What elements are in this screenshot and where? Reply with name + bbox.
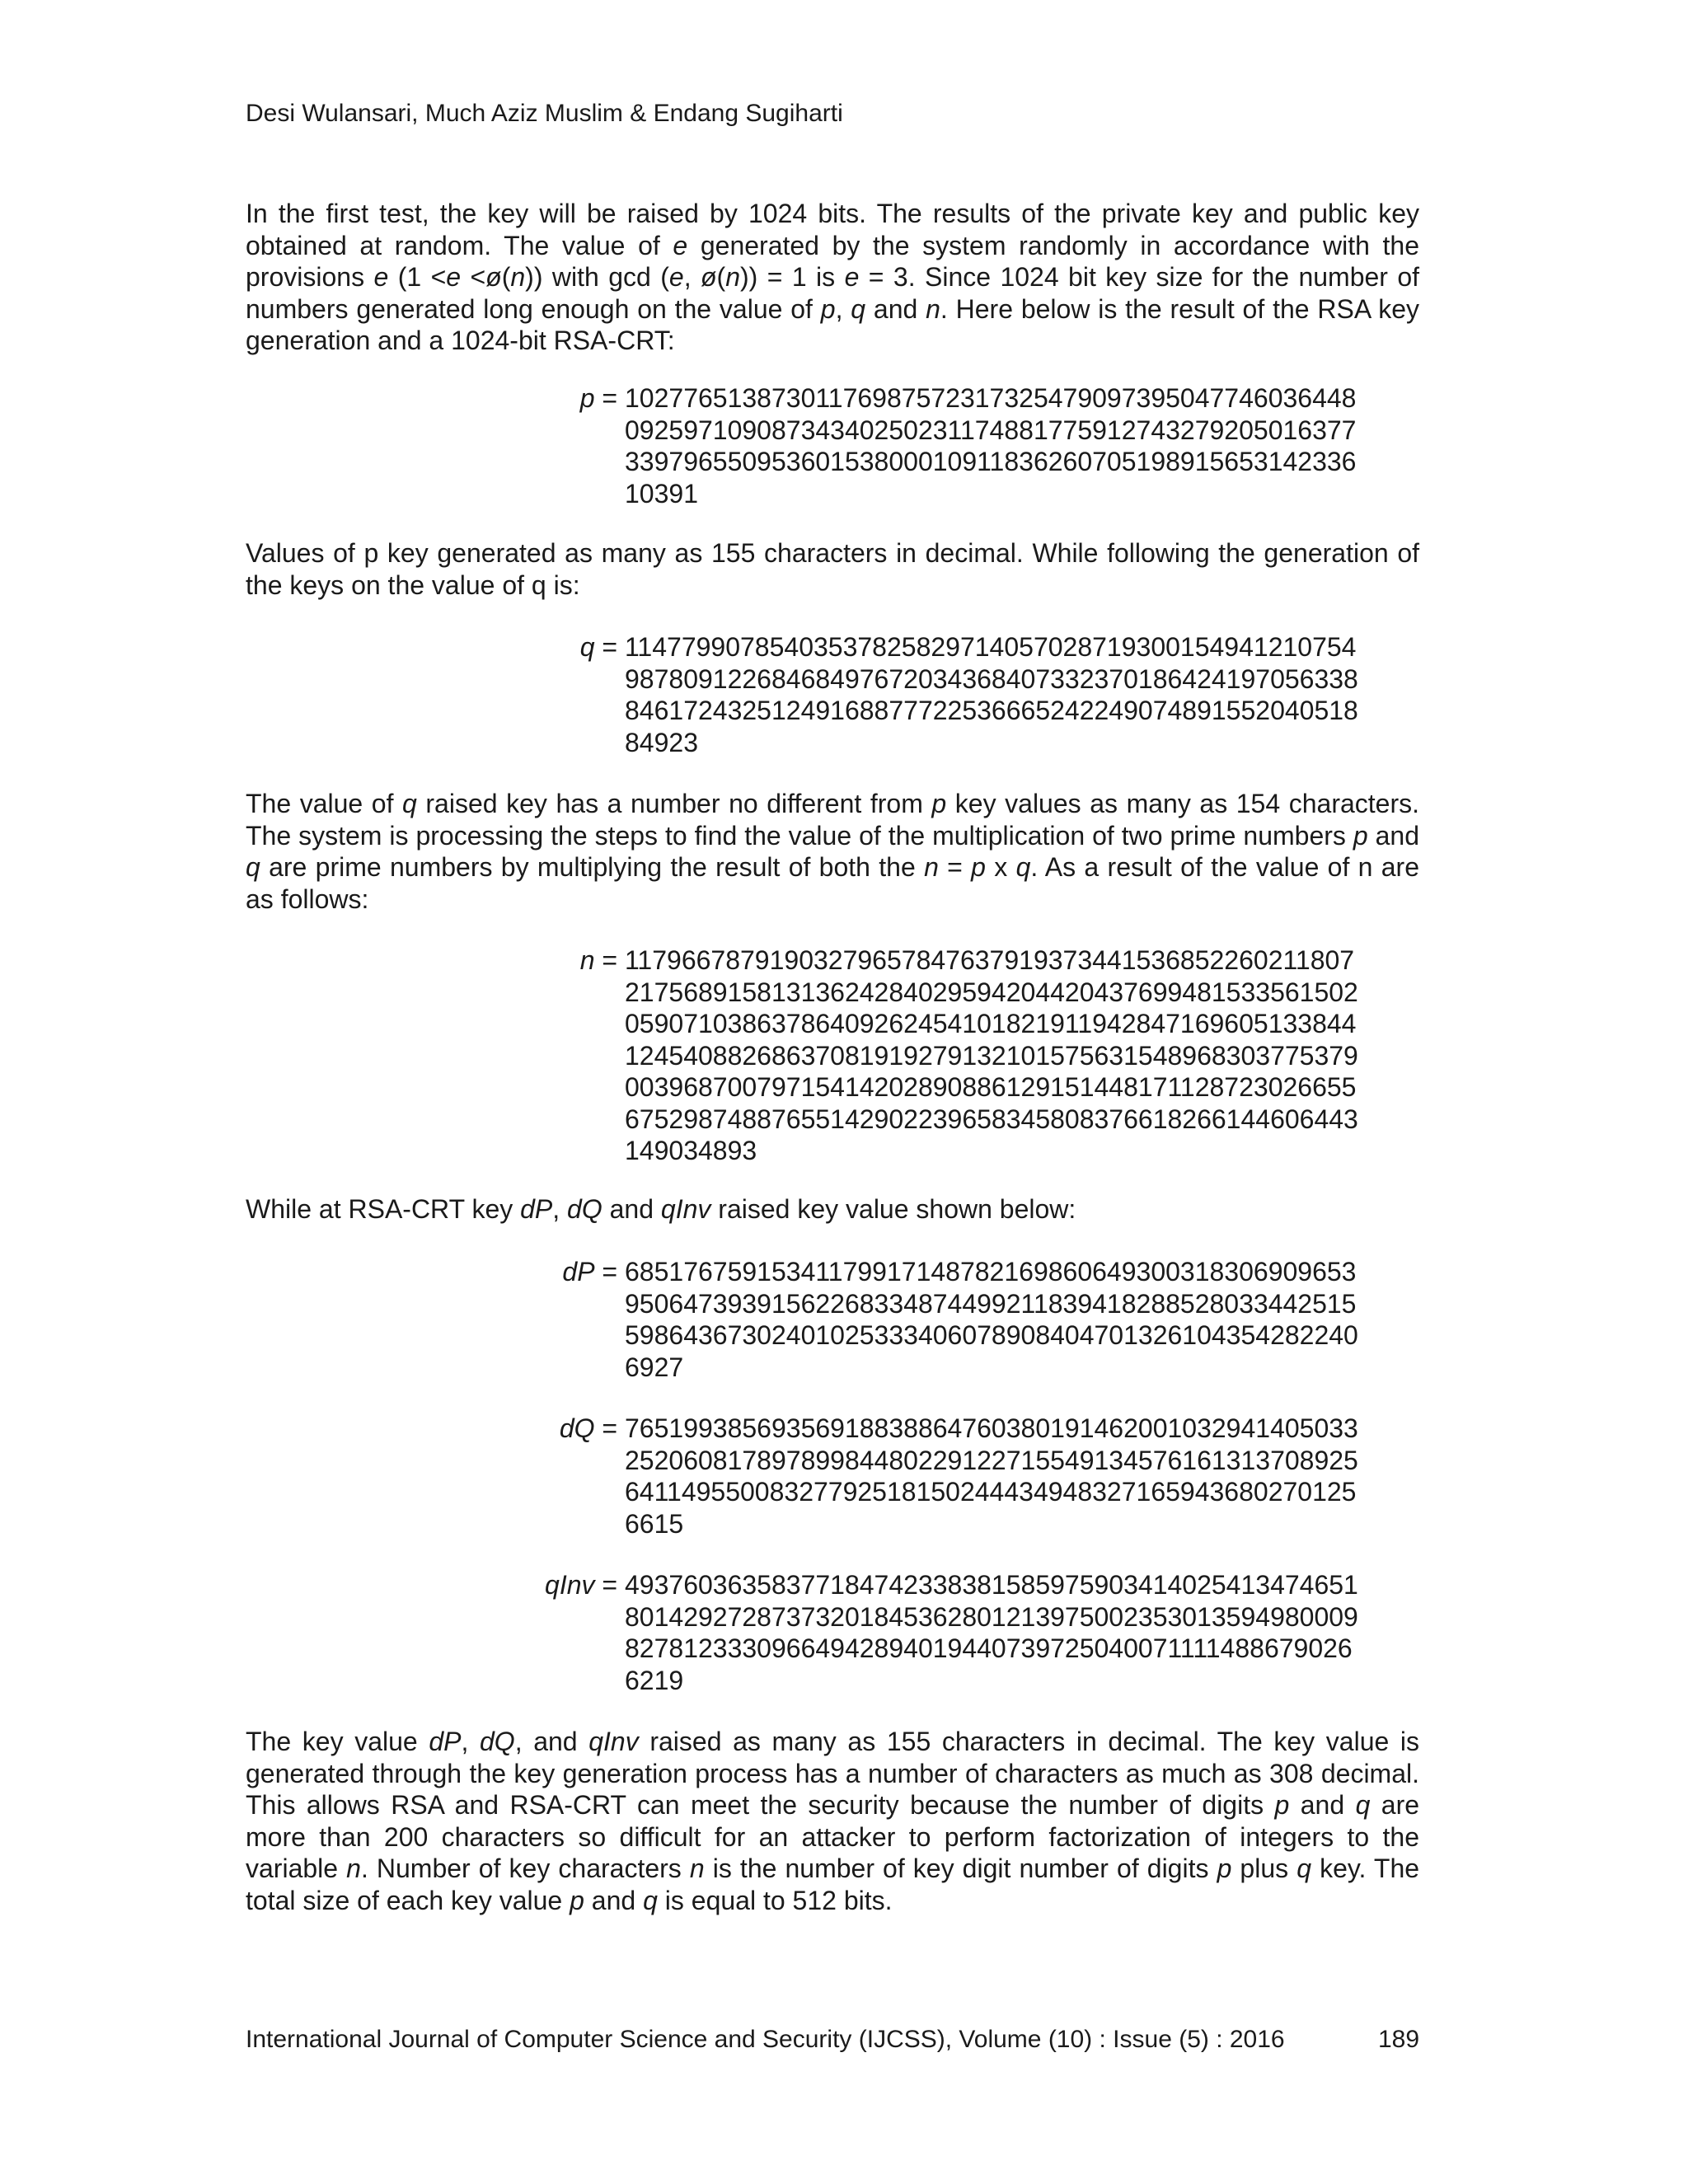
italic-term: q — [402, 789, 417, 818]
value-n — [246, 944, 1419, 1167]
running-header: Desi Wulansari, Much Aziz Muslim & Endang Sugiharti — [246, 100, 843, 127]
italic-term: p — [820, 293, 836, 324]
italic-term: p — [1353, 820, 1368, 851]
digit-line: 11796678791903279657847637919373441536852260211807 — [625, 945, 1355, 975]
italic-term: dP — [520, 1194, 553, 1224]
italic-term: q — [643, 1885, 658, 1915]
value-p — [246, 382, 1419, 509]
italic-term: p — [1217, 1854, 1232, 1883]
text-run: = — [938, 852, 972, 882]
paragraph-crt-intro — [246, 1193, 1419, 1226]
text-run: , and — [514, 1727, 589, 1756]
italic-term: dQ — [567, 1194, 603, 1224]
italic-term: ø — [485, 262, 502, 292]
text-run: are more than 200 characters so difficult for an attacker to perform factorization of integers to the variable — [246, 1790, 1420, 1883]
equals-sign: = — [594, 945, 625, 975]
digit-line: 33979655095360153800010911836260705198915653142336 — [625, 447, 1357, 476]
digit-line: 84923 — [625, 727, 698, 757]
italic-term: q — [1015, 852, 1031, 882]
text-run: (1 < — [388, 262, 447, 292]
text-run: Values of p key generated as many as 155 characters in decimal. While following the generation of the keys on the value of q is: — [246, 538, 1419, 600]
value-qInv — [246, 1569, 1419, 1696]
value-label — [580, 944, 625, 977]
equals-sign: = — [594, 383, 625, 413]
equals-sign: = — [594, 632, 625, 662]
text-run: . As a result of the value of n are as follows: — [246, 852, 1420, 914]
equals-sign: = — [594, 1257, 625, 1286]
value-label — [580, 382, 625, 415]
digit-line: 09259710908734340250231174881775912743279205016377 — [625, 415, 1357, 445]
digit-line: 00396870079715414202890886129151448171128723026655 — [625, 1072, 1357, 1102]
paragraph-p-length — [246, 537, 1419, 601]
italic-term: n — [926, 293, 940, 324]
italic-term: n — [346, 1854, 361, 1883]
text-run: , — [835, 293, 851, 324]
text-run: ( — [501, 262, 511, 292]
value-label — [562, 1256, 625, 1288]
text-run: )) with gcd ( — [525, 262, 669, 292]
italic-term: p — [931, 789, 947, 818]
text-run: In the first test, the key will be raised by 1024 bits. The results of the private key and public key obtained at random. The value of — [246, 199, 1419, 260]
text-run: and — [602, 1194, 661, 1224]
italic-term: e — [446, 262, 462, 292]
value-dP — [246, 1256, 1419, 1383]
text-run: ( — [716, 262, 726, 292]
digit-line: 25206081789789984480229122715549134576161313708925 — [625, 1445, 1358, 1475]
digit-line: 11477990785403537825829714057028719300154941210754 — [625, 632, 1357, 662]
italic-term: dQ — [480, 1727, 515, 1756]
digit-line: 82781233309664942894019440739725040071111488679026 — [625, 1633, 1353, 1663]
text-run: . Number of key characters — [360, 1854, 690, 1883]
digit-line: 67529874887655142902239658345808376618266144606443 — [625, 1104, 1358, 1134]
italic-term: p — [1274, 1790, 1290, 1820]
text-run: )) = 1 is — [740, 262, 845, 292]
digit-line: 98780912268468497672034368407332370186424197056338 — [625, 663, 1358, 694]
italic-term: qInv — [588, 1727, 639, 1756]
variable-name: n — [579, 945, 595, 975]
text-run: , — [461, 1727, 480, 1756]
italic-term: qInv — [660, 1194, 711, 1224]
digit-line: 6219 — [625, 1665, 684, 1695]
italic-term: ø — [701, 262, 717, 292]
digit-line: 10277651387301176987572317325479097395047746036448 — [625, 383, 1357, 413]
text-run: and — [865, 293, 926, 324]
variable-name: p — [579, 383, 595, 413]
text-run: is equal to 512 bits. — [657, 1885, 893, 1915]
text-run: raised key has a number no different from — [416, 789, 932, 818]
text-run: plus — [1231, 1854, 1297, 1883]
text-run: and — [1289, 1790, 1356, 1820]
digit-line: 21756891581313624284029594204420437699481533561502 — [625, 977, 1358, 1007]
italic-term: dP — [429, 1727, 462, 1756]
text-run: are prime numbers by multiplying the result of both the — [260, 852, 925, 882]
variable-name: qInv — [545, 1570, 595, 1600]
paragraph-intro — [246, 198, 1419, 357]
italic-term: e — [844, 262, 860, 292]
digit-line: 95064739391562268334874499211839418288528033442515 — [625, 1288, 1357, 1319]
digit-line: 59864367302401025333406078908404701326104354282240 — [625, 1320, 1358, 1350]
text-run: The key value — [246, 1727, 429, 1756]
page-number: 189 — [1378, 2026, 1420, 2053]
text-run: raised key value shown below: — [710, 1194, 1076, 1224]
variable-name: dP — [562, 1257, 595, 1286]
text-run: , — [683, 262, 701, 292]
paragraph-n-intro — [246, 788, 1419, 915]
digit-line: 10391 — [625, 478, 698, 509]
digit-line: 84617243251249168877722536665242249074891552040518 — [625, 696, 1358, 725]
text-run: While at RSA-CRT key — [246, 1194, 521, 1224]
footer-journal: International Journal of Computer Science and Security (IJCSS), Volume (10) : Issue (5) : 2016 — [246, 2026, 1285, 2053]
italic-term: n — [725, 262, 740, 292]
digit-line: 80142927287373201845362801213975002353013594980009 — [625, 1601, 1358, 1632]
text-run: key values as many as 154 characters. The system is processing the steps to find the value of the multiplication of two prime numbers — [246, 789, 1420, 851]
text-run: is the number of key digit number of digits — [704, 1854, 1217, 1883]
italic-term: n — [689, 1854, 705, 1883]
equals-sign: = — [594, 1413, 625, 1443]
digit-line: 05907103863786409262454101821911942847169605133844 — [625, 1009, 1357, 1038]
value-label — [580, 631, 625, 663]
text-run: key. The total size of each key value — [246, 1854, 1420, 1915]
text-run: The value of — [246, 789, 403, 818]
italic-term: e — [668, 262, 684, 292]
italic-term: p — [971, 852, 986, 882]
digit-line: 68517675915341179917148782169860649300318306909653 — [625, 1257, 1357, 1286]
italic-term: q — [851, 293, 866, 324]
italic-term: p — [570, 1885, 584, 1915]
variable-name: dQ — [559, 1413, 595, 1443]
text-run: = 3. Since 1024 bit key size for the number of numbers generated long enough on the value of — [246, 262, 1420, 324]
value-label — [560, 1413, 625, 1445]
digit-line: 6927 — [625, 1352, 684, 1382]
italic-term: n — [924, 852, 939, 882]
value-dQ — [246, 1413, 1419, 1540]
text-run: x — [985, 852, 1016, 882]
variable-name: q — [579, 632, 595, 662]
text-run: . Here below is the result of the RSA key generation and a 1024-bit RSA-CRT: — [246, 293, 1420, 355]
digit-line: 76519938569356918838864760380191462001032941405033 — [625, 1413, 1358, 1443]
digit-line: 149034893 — [625, 1136, 757, 1165]
text-run: and — [584, 1885, 644, 1915]
digit-line: 12454088268637081919279132101575631548968303775379 — [625, 1040, 1358, 1071]
digit-line: 6615 — [625, 1508, 684, 1539]
digit-line: 64114955008327792518150244434948327165943680270125 — [625, 1477, 1357, 1507]
italic-term: q — [1296, 1854, 1312, 1883]
italic-term: q — [246, 852, 260, 882]
text-run: , — [552, 1194, 568, 1224]
paragraph-conclusion — [246, 1726, 1419, 1916]
equals-sign: = — [594, 1570, 625, 1600]
value-label — [545, 1569, 625, 1601]
digit-line: 49376036358377184742338381585975903414025413474651 — [625, 1570, 1358, 1600]
value-q — [246, 631, 1419, 758]
text-run: raised as many as 155 characters in decimal. The key value is generated through the key generation process has a number of characters as much as 308 decimal. This allows RSA and RSA-CRT can meet the security because the number of digits — [246, 1727, 1420, 1820]
italic-term: q — [1355, 1790, 1371, 1820]
italic-term: e — [673, 230, 688, 260]
text-run: and — [1367, 820, 1420, 851]
italic-term: n — [510, 262, 526, 292]
text-run: < — [461, 262, 486, 292]
text-run: generated by the system randomly in accordance with the provisions — [246, 230, 1420, 292]
italic-term: e — [373, 262, 389, 292]
